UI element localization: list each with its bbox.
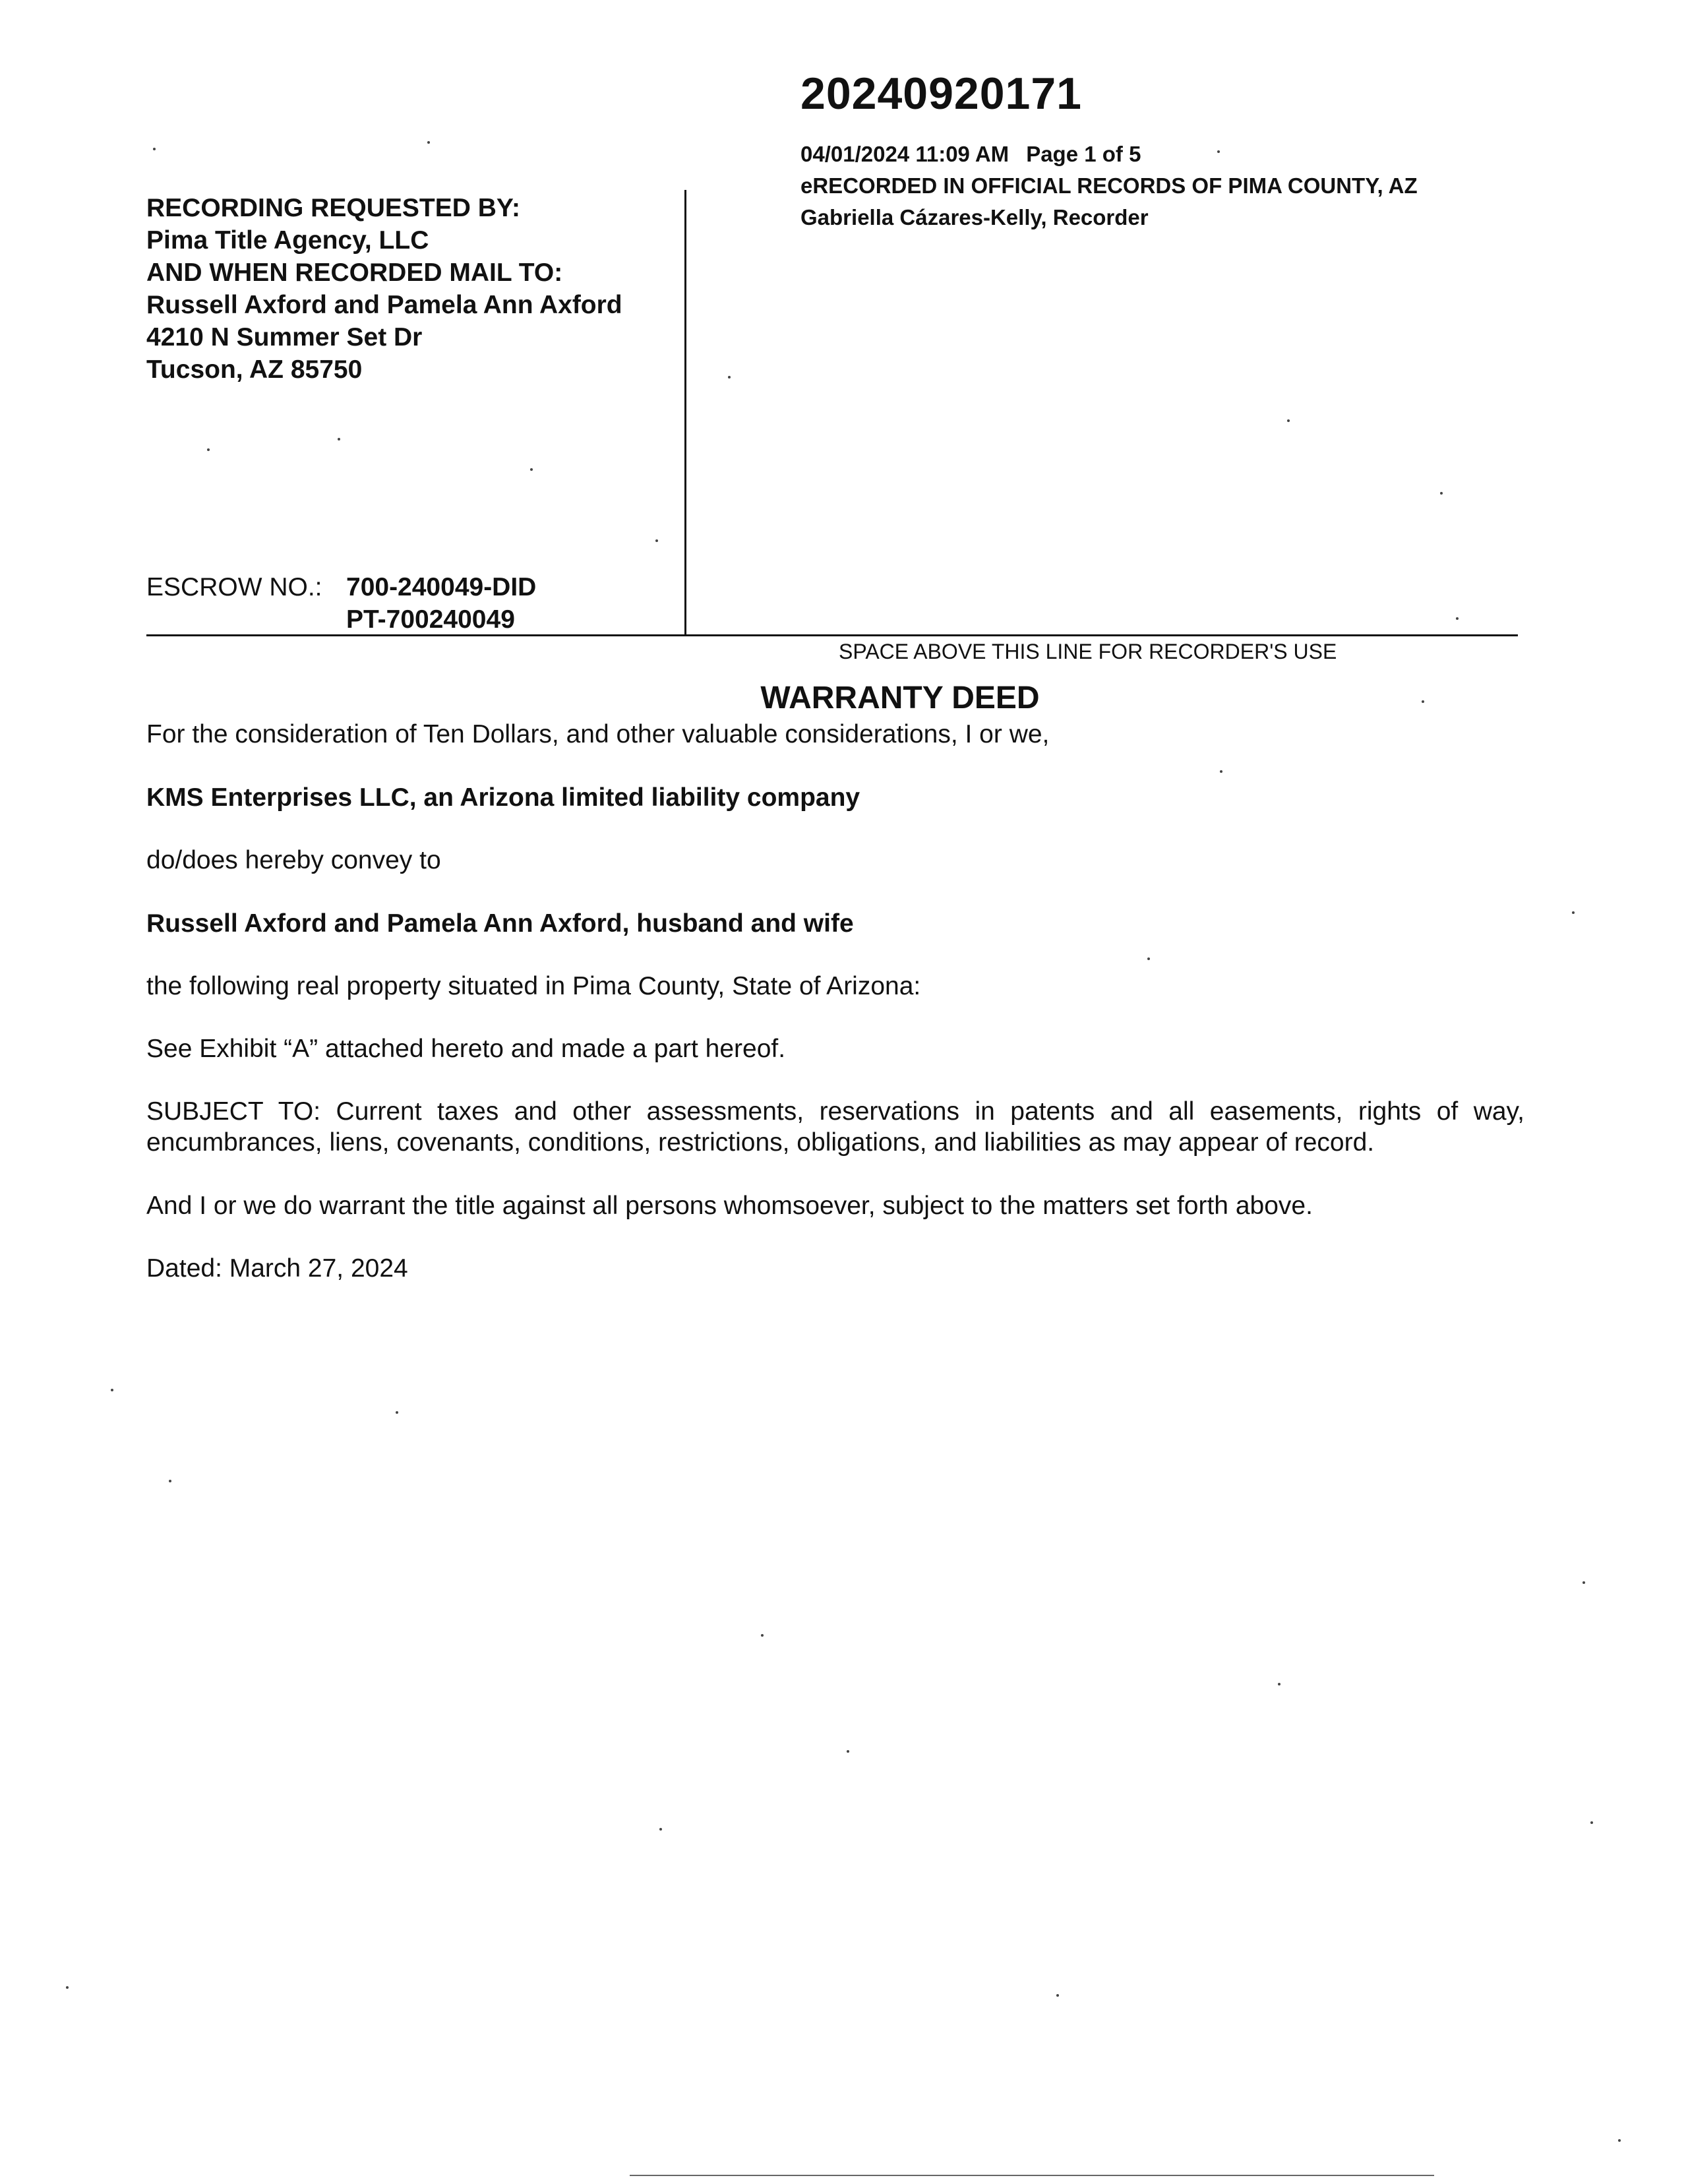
mail-address-line2: Tucson, AZ 85750	[146, 355, 363, 384]
scan-speck	[761, 1634, 764, 1637]
recording-datetime-line	[800, 138, 1418, 170]
dated-line: Dated: March 27, 2024	[146, 1254, 408, 1283]
requested-label: RECORDING REQUESTED BY:	[146, 194, 520, 222]
official-records-line: eRECORDED IN OFFICIAL RECORDS OF PIMA COUNTY, AZ	[800, 173, 1418, 198]
scan-speck	[338, 438, 340, 440]
escrow-block	[146, 571, 536, 636]
warrant-paragraph: And I or we do warrant the title against all persons whomsoever, subject to the matters set forth above.	[146, 1192, 1313, 1220]
scan-speck	[66, 1986, 69, 1989]
scan-speck	[169, 1480, 171, 1482]
recording-number: 20240920171	[800, 69, 1083, 119]
recorder-use-note: SPACE ABOVE THIS LINE FOR RECORDER'S USE	[839, 640, 1337, 663]
header-vertical-divider	[684, 190, 686, 636]
scan-speck	[1572, 911, 1575, 914]
convey-paragraph: do/does hereby convey to	[146, 846, 441, 874]
scan-speck	[1278, 1683, 1281, 1685]
scan-speck	[655, 539, 658, 542]
recording-info	[800, 138, 1418, 233]
mail-to-label: AND WHEN RECORDED MAIL TO:	[146, 258, 563, 287]
consideration-paragraph: For the consideration of Ten Dollars, and other valuable considerations, I or we,	[146, 720, 1050, 748]
requested-by: Pima Title Agency, LLC	[146, 226, 429, 255]
recorder-name: Gabriella Cázares-Kelly, Recorder	[800, 205, 1149, 229]
scan-speck	[530, 468, 533, 471]
deed-title: WARRANTY DEED	[760, 681, 1040, 715]
scan-speck	[1217, 150, 1220, 153]
scan-speck	[1422, 700, 1424, 703]
scan-speck	[1440, 492, 1443, 495]
scan-speck	[847, 1750, 849, 1753]
scan-speck	[1287, 419, 1290, 422]
escrow-label: ESCROW NO.:	[146, 573, 322, 601]
scan-speck	[1618, 2139, 1621, 2142]
scan-speck	[659, 1828, 662, 1831]
escrow-number: 700-240049-DID	[346, 573, 537, 601]
grantor-name: KMS Enterprises LLC, an Arizona limited liability company	[146, 783, 860, 812]
grantee-name: Russell Axford and Pamela Ann Axford, husband and wife	[146, 909, 854, 938]
scan-speck	[1056, 1994, 1059, 1997]
recording-datetime: 04/01/2024 11:09 AM	[800, 142, 1010, 166]
recording-page: Page 1 of 5	[1026, 142, 1141, 166]
scan-speck	[207, 448, 210, 451]
scan-speck	[111, 1389, 113, 1391]
exhibit-paragraph: See Exhibit “A” attached hereto and made a part hereof.	[146, 1035, 786, 1063]
recorder-space-line	[146, 634, 1518, 636]
scan-speck	[1147, 957, 1150, 960]
scan-speck	[1590, 1821, 1593, 1824]
scan-speck	[396, 1411, 398, 1414]
scan-speck	[728, 376, 731, 379]
mail-address-line1: 4210 N Summer Set Dr	[146, 323, 423, 351]
property-paragraph: the following real property situated in Pima County, State of Arizona:	[146, 972, 921, 1000]
scan-speck	[1456, 617, 1459, 620]
scan-speck	[1220, 770, 1222, 773]
scan-speck	[153, 148, 156, 150]
scan-speck	[427, 141, 430, 144]
recording-requested-block	[146, 192, 622, 386]
bottom-edge-line	[630, 2175, 1434, 2176]
escrow-number-secondary: PT-700240049	[346, 605, 515, 634]
mail-to-name: Russell Axford and Pamela Ann Axford	[146, 291, 622, 319]
scan-speck	[1582, 1581, 1585, 1584]
subject-to-paragraph: SUBJECT TO: Current taxes and other assessments, reservations in patents and all easements, rights of way, encumbrances, liens, covenants, conditions, restrictions, obligations, and liabilities as may appear of record.	[146, 1097, 1524, 1157]
